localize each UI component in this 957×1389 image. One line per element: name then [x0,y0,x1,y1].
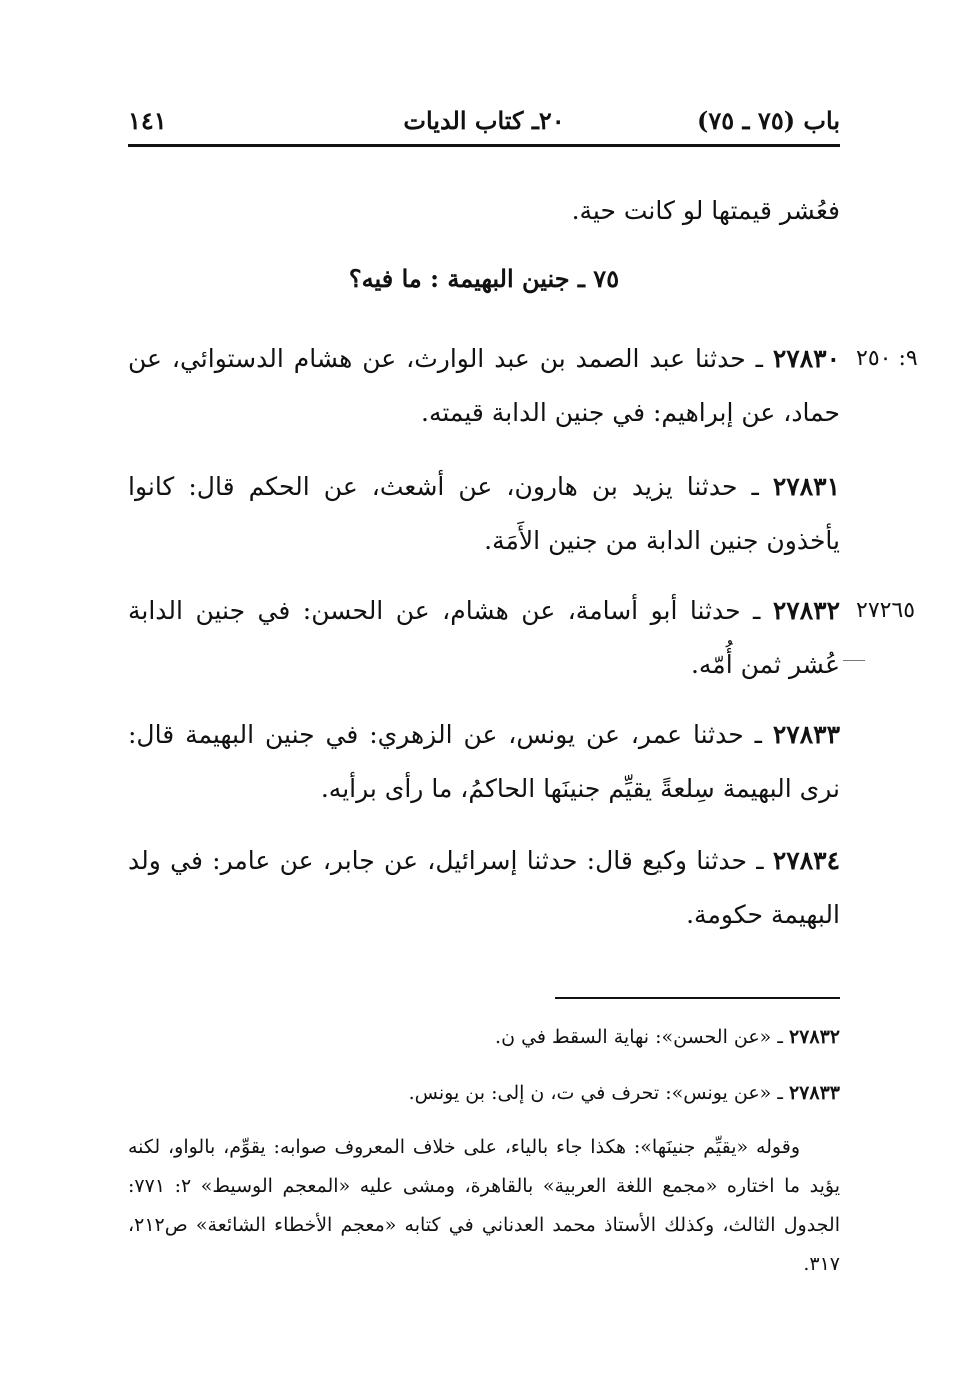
footnote-27833 [128,1074,840,1113]
hadith-number: ٢٧٨٣٤ [772,846,840,875]
margin-rule [843,660,865,661]
hadith-27831 [128,460,840,568]
hadith-number: ٢٧٨٣٠ [772,344,840,373]
running-header [128,100,840,147]
footnote-text: وقوله «يقيِّم جنينَها»: هكذا جاء بالياء، على خلاف المعروف صوابه: يقوِّم، بالواو، لكنه يؤيد ما اختاره «مجمع اللغة العربية» بالقاهرة، ومشى عليه «المعجم الوسيط» ٢: ٧٧١: الجدول الثالث، وكذلك الأستاذ محمد العدناني في كتابه «معجم الأخطاء الشائعة» ص٢١٢، ٣١٧. [128,1136,840,1275]
footnote-27832 [128,1018,840,1057]
hadith-27834 [128,834,840,942]
hadith-text: ـ حدثنا وكيع قال: حدثنا إسرائيل، عن جابر، عن عامر: في ولد البهيمة حكومة. [128,846,840,929]
section-title: ٧٥ ـ جنين البهيمة : ما فيه؟ [348,264,620,293]
page-number: ١٤١ [128,106,167,135]
hadith-number: ٢٧٨٣١ [772,472,841,501]
book-heading: ٢٠ـ كتاب الديات [403,106,565,135]
hadith-27830 [128,332,840,440]
hadith-text: ـ حدثنا يزيد بن هارون، عن أشعث، عن الحكم قال: كانوا يأخذون جنين الدابة من جنين الأَمَة. [128,472,840,555]
hadith-27833 [128,708,840,816]
footnote-text: ـ «عن الحسن»: نهاية السقط في ن. [495,1026,789,1048]
hadith-text: ـ حدثنا أبو أسامة، عن هشام، عن الحسن: في جنين الدابة عُشر ثمن أُمّه. [128,596,840,679]
hadith-text: ـ حدثنا عبد الصمد بن عبد الوارث، عن هشام الدستوائي، عن حماد، عن إبراهيم: في جنين الدابة قيمته. [128,344,840,427]
footnote-number: ٢٧٨٣٢ [788,1026,840,1048]
margin-reference: ٢٧٢٦٥ [856,598,916,623]
footnote-text: ـ «عن يونس»: تحرف في ت، ن إلى: بن يونس. [408,1082,789,1104]
hadith-number: ٢٧٨٣٣ [772,720,840,749]
footnote-continuation [128,1128,840,1284]
hadith-number: ٢٧٨٣٢ [772,596,840,625]
footnote-number: ٢٧٨٣٣ [788,1082,840,1104]
hadith-27832 [128,584,840,692]
margin-reference: ٩: ٢٥٠ [856,346,918,371]
footnote-separator [555,997,840,999]
chapter-heading: باب (٧٥ ـ ٧٥) [697,106,840,135]
opening-text: فعُشر قيمتها لو كانت حية. [571,196,840,225]
hadith-text: ـ حدثنا عمر، عن يونس، عن الزهري: في جنين البهيمة قال: نرى البهيمة سِلعةً يقيِّم جنينَها الحاكمُ، ما رأى برأيه. [128,720,840,803]
